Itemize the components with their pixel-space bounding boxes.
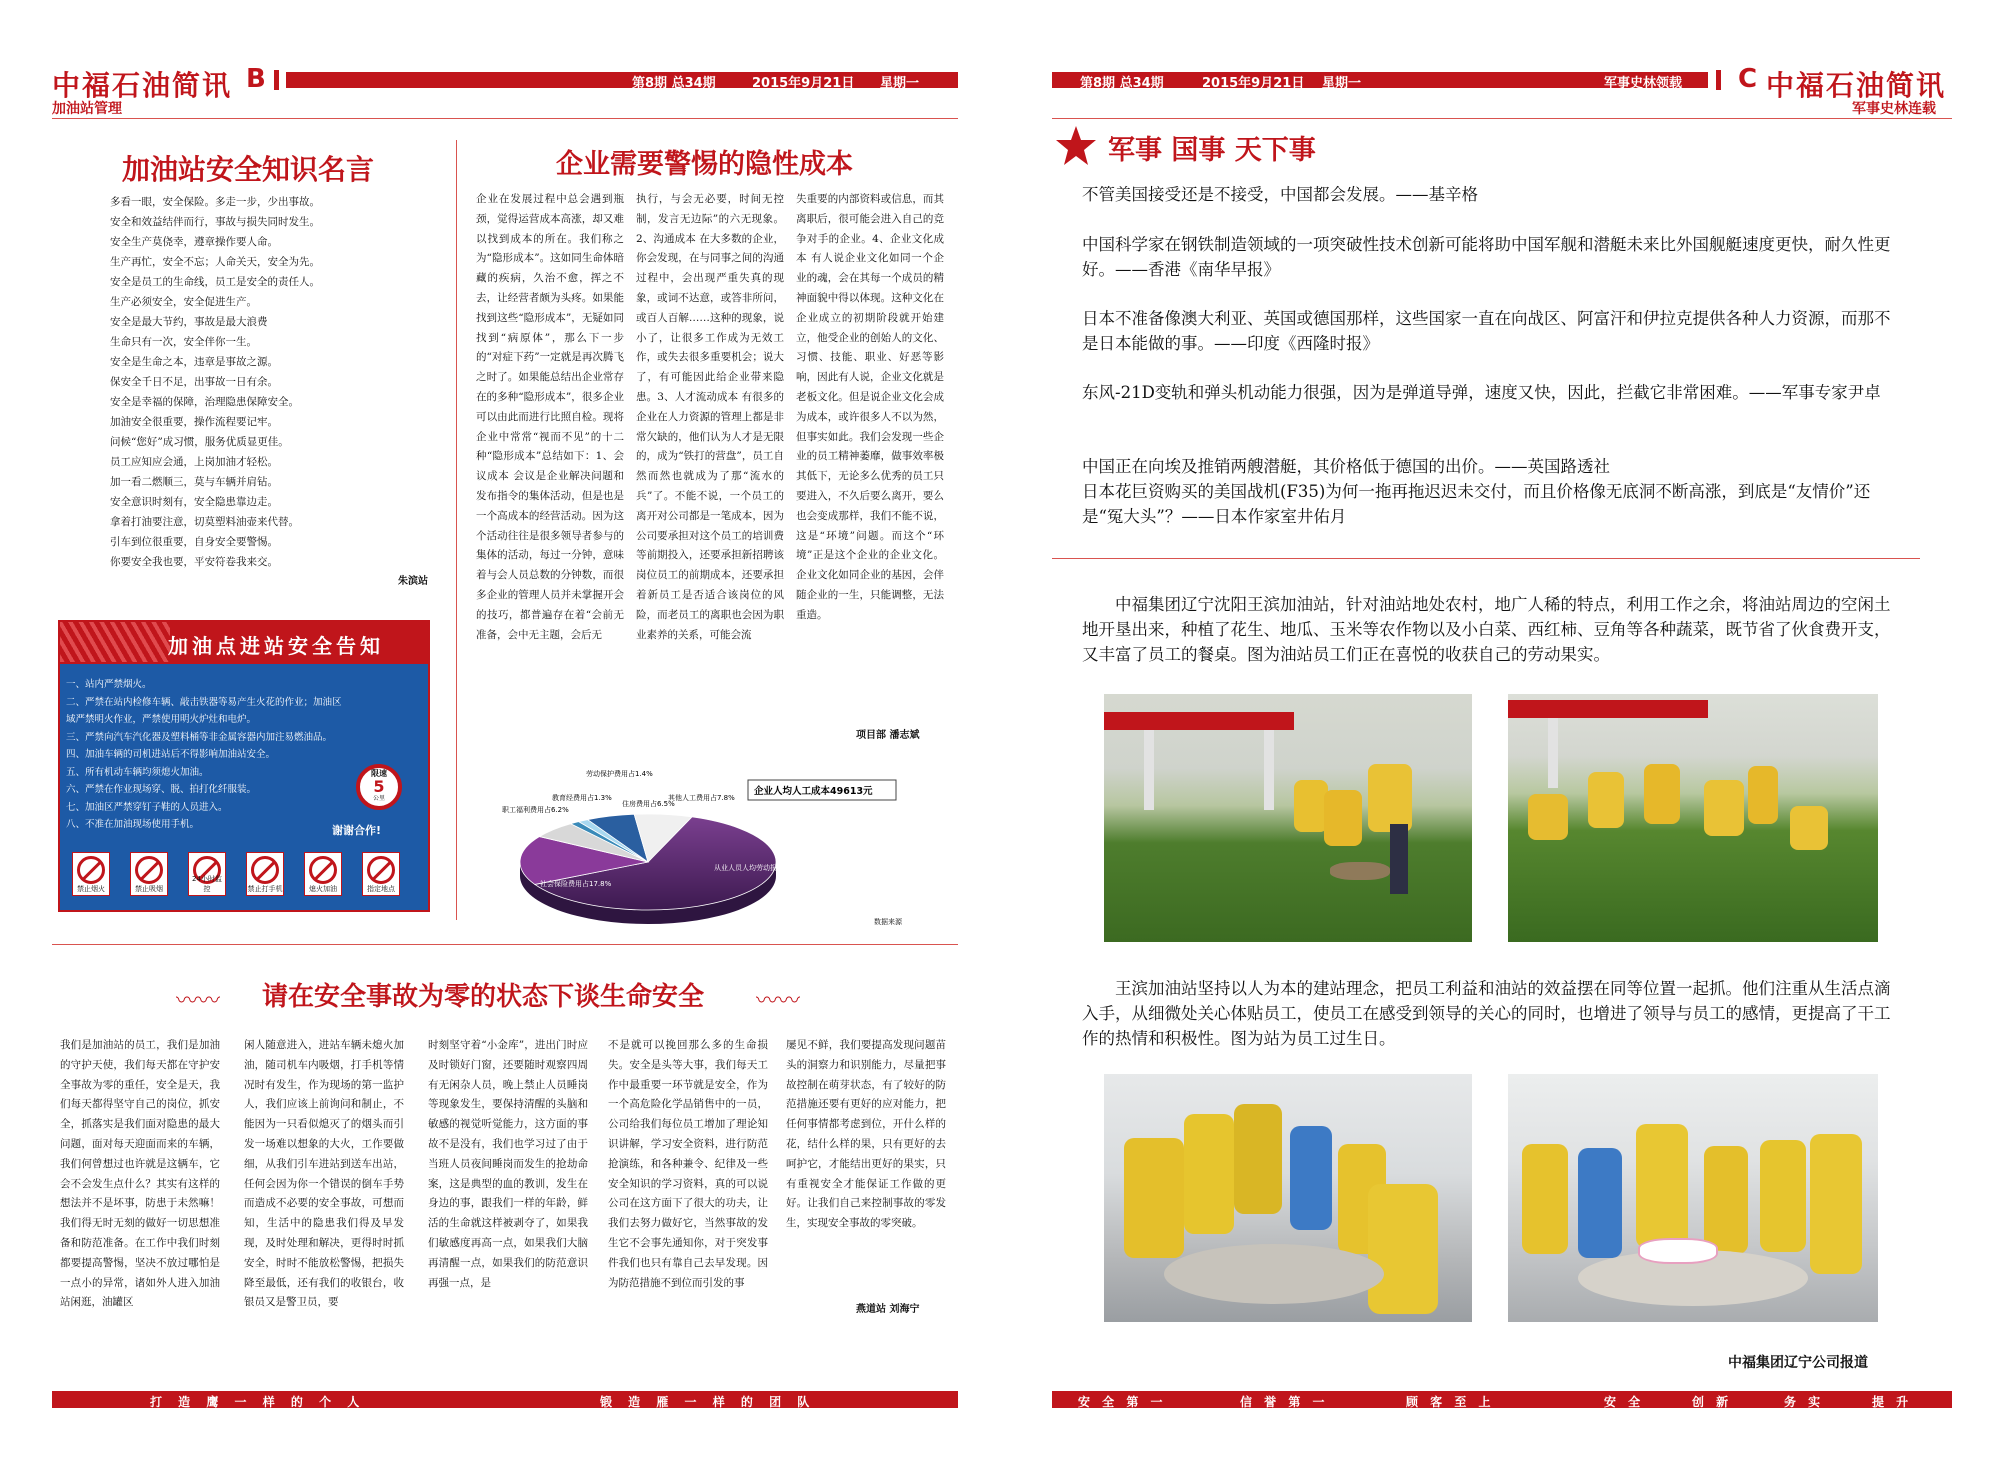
right-date: 2015年9月21日 [1202, 76, 1305, 91]
story-byline: 中福集团辽宁公司报道 [1728, 1355, 1868, 1371]
notice-item: 五、所有机动车辆均须熄火加油。 [66, 766, 209, 778]
chart-label-6: 从业人员人均劳动报酬占65.60% [714, 864, 818, 872]
left-footer-motto-1: 打 造 鹰 一 样 的 个 人 [150, 1395, 366, 1409]
notice-item: 七、加油区严禁穿钉子鞋的人员进入。 [66, 801, 228, 813]
quote-line: 安全生产莫侥幸，遵章操作要人命。 [110, 236, 278, 248]
military-para-0: 不管美国接受还是不接受，中国都会发展。——基辛格 [1082, 185, 1478, 204]
article1-title: 加油站安全知识名言 [122, 153, 375, 186]
quote-line: 安全是最大节约，事故是最大浪费 [110, 316, 268, 328]
prohibition-sign-label: 熄火加油 [309, 885, 337, 893]
chart-label-0: 职工福利费用占6.2% [502, 806, 569, 814]
chart-label-2: 劳动保护费用占1.4% [586, 770, 653, 778]
quote-line: 安全是生命之本，违章是事故之源。 [110, 356, 278, 368]
notice-header-deco [60, 622, 170, 662]
prohibition-sign-label: 24小时监控 [192, 875, 222, 893]
speed-limit-sign [356, 764, 402, 810]
right-mid-rule [1052, 558, 1920, 559]
article2-byline: 项目部 潘志斌 [856, 730, 920, 741]
prohibition-sign-label: 禁止吸烟 [135, 885, 163, 893]
right-footer-5: 创 新 [1692, 1395, 1733, 1409]
notice-thanks: 谢谢合作! [332, 824, 382, 837]
quote-line: 生产必须安全，安全促进生产。 [110, 296, 257, 308]
right-weekday: 星期一 [1322, 76, 1362, 91]
article2-col3: 失重要的内部资料或信息，而其离职后，很可能会进入自己的竞争对手的企业。4、企业文化成本 有人说企业文化如同一个企业的魂，会在其每一个成员的精神面貌中得以体现。这种文化在企业成立的初期阶段就开始建立，他受企业的创始人的文化、习惯、技能、职业、好恶等影响，因此有人说，企业文化就是老板文化。但是说企业文化会成为成本，或许很多人不以为然，但事实如此。我们会发现一些企业的员工精神萎靡，做事效率极其低下，无论多么优秀的员工只要进入，不久后要么离开，要么也会变成那样，我们不能不说，这是“环境”问题。而这个“环境”正是这个企业的企业文化。企业文化如同企业的基因，会伴随企业的一生，只能调整，无法重造。 [796, 193, 944, 621]
prohibition-sign-icon [188, 852, 226, 896]
prohibition-sign-icon [72, 852, 110, 896]
left-weekday: 星期一 [880, 76, 920, 91]
quote-line: 员工应知应会通，上岗加油才轻松。 [110, 456, 278, 468]
quote-line: 你要安全我也要，平安符卷我来交。 [110, 556, 278, 568]
cost-pie-chart [498, 766, 902, 936]
right-sub-label: 军事史林连载 [1852, 101, 1936, 117]
harvest-photo-2 [1508, 694, 1878, 942]
left-header-bar-accent [274, 70, 279, 90]
notice-title: 加油点进站安全告知 [168, 634, 384, 658]
right-footer-2: 信 誉 第 一 [1240, 1395, 1329, 1409]
story-para-1: 中福集团辽宁沈阳王滨加油站，针对油站地处农村，地广人稀的特点，利用工作之余，将油站周边的空闲土地开垦出来，种植了花生、地瓜、玉米等农作物以及小白菜、西红柿、豆角等各种蔬菜，既节省了伙食费开支，又丰富了员工的餐桌。图为油站员工们正在喜悦的收获自己的劳动果实。 [1082, 595, 1891, 664]
article3-col1: 我们是加油站的员工，我们是加油的守护天使，我们每天都在守护安全事故为零的重任，安全是天，我们每天都得坚守自己的岗位，抓安全，抓落实是我们面对隐患的最大问题，面对每天迎面而来的车辆，我们何曾想过也许就是这辆车，它会不会发生点什么？其实有这样的想法并不是坏事，防患于未然嘛！我们得无时无刻的做好一切思想准备和防范准备。在工作中我们时刻都要提高警惕，坚决不放过哪怕是一点小的异常，诸如外人进入加油站闲逛，油罐区 [60, 1039, 220, 1309]
article2-title: 企业需要警惕的隐性成本 [556, 149, 853, 180]
article3-col4: 不是就可以挽回那么多的生命损失。安全是头等大事，我们每天工作中最重要一环节就是安全，作为一个高危险化学品销售中的一员，公司给我们每位员工增加了理论知识讲解，学习安全资料，进行防范抢演练，和各种兼令、纪律及一些安全知识的学习资料，真的可以说公司在这方面下了很大的功夫，让我们去努力做好它，当然事故的发生它不会事先通知你，对于突发事件我们也只有靠自己去早发现。因为防范措施不到位而引发的事 [608, 1039, 768, 1289]
chart-label-5: 社会保险费用占17.8% [540, 880, 612, 888]
chart-label-3: 住房费用占6.5% [622, 800, 675, 808]
prohibition-sign-icon [304, 852, 342, 896]
right-page-letter: C [1738, 64, 1758, 94]
prohibition-sign-label: 禁止烟火 [77, 885, 105, 893]
military-para-1: 中国科学家在钢铁制造领域的一项突破性技术创新可能将助中国军舰和潜艇未来比外国舰艇速度更快，耐久性更好。——香港《南华早报》 [1082, 235, 1891, 279]
prohibition-sign-icon [130, 852, 168, 896]
article3-col3: 时刻坚守着“小金库”，进出门时应及时锁好门窗，还要随时观察四周有无闲杂人员，晚上禁止人员睡岗等现象发生，要保持清醒的头脑和敏感的视觉听觉能力，这方面的事故不是没有，我们也学习过了由于当班人员夜间睡岗而发生的抢劫命案，这是典型的血的教训，发生在身边的事，跟我们一样的年龄，鲜活的生命就这样被剥夺了，如果我们敏感度再高一点，如果我们大脑再清醒一点，如果我们的防范意识再强一点，是 [428, 1039, 588, 1289]
quote-line: 引车到位很重要，自身安全要警惕。 [110, 536, 278, 548]
quote-line: 安全和效益结伴而行，事故与损失同时发生。 [110, 216, 320, 228]
article3-col2: 闲人随意进入，进站车辆未熄火加油，随司机车内吸烟，打手机等情况时有发生，作为现场的第一监护人，我们应该上前询问和制止，不能因为一只看似熄灭了的烟头而引发一场难以想象的大火，工作要做细，从我们引车进站到送车出站，任何会因为你一个错误的倒车手势而造成不必要的安全事故，可想而知，生活中的隐患我们得及早发现，及时处理和解决，更得时时抓安全，时时不能放松警惕，把损失降至最低，还有我们的收银台，收银员又是警卫员，要 [244, 1039, 404, 1309]
article3-ornament-left: 〰〰 [176, 989, 221, 1014]
left-header-bar [286, 72, 958, 88]
notice-item: 二、严禁在站内检修车辆、敲击铁器等易产生火花的作业；加油区域严禁明火作业，严禁使用明火炉灶和电炉。 [66, 696, 342, 725]
article3-title: 请在安全事故为零的状态下谈生命安全 [262, 982, 705, 1012]
left-column-divider [456, 140, 457, 920]
quote-line: 生命只有一次，安全伴你一生。 [110, 336, 257, 348]
left-date: 2015年9月21日 [752, 76, 855, 91]
article3-col5: 屡见不鲜，我们要提高发现问题苗头的洞察力和识别能力，尽量把事故控制在萌芽状态，有了较好的防范措施还要有更好的应对能力，把任何事情都考虑到位，开什么样的花，结什么样的果，只有更好的去呵护它，才能结出更好的果实，只有重视安全才能保证工作做的更好。让我们自己来控制事故的零发生，实现安全事故的零突破。 [786, 1039, 946, 1230]
prohibition-sign-icon [246, 852, 284, 896]
right-footer-3: 顾 客 至 上 [1406, 1395, 1495, 1409]
notice-item: 六、严禁在作业现场穿、脱、拍打化纤服装。 [66, 784, 257, 795]
quote-line: 加油安全很重要，操作流程要记牢。 [110, 416, 278, 428]
right-footer-6: 务 实 [1784, 1395, 1825, 1409]
article3-byline: 燕道站 刘海宁 [856, 1304, 920, 1315]
military-para-3: 东风-21D变轨和弹头机动能力很强，因为是弹道导弹，速度又快，因此，拦截它非常困难。——军事专家尹卓 [1082, 383, 1881, 402]
right-section-label: 军事史林领载 [1604, 76, 1683, 91]
right-issue: 第8期 总34期 [1080, 76, 1164, 91]
notice-items [66, 676, 416, 834]
article2-col1: 企业在发展过程中总会遇到瓶颈，觉得运营成本高涨，却又难以找到成本的所在。我们称之为“隐形成本”。这如同生命体暗藏的疾病，久治不愈，挥之不去，让经营者颇为头疼。如果能找到这些“隐形成本”，无疑如同找到“病原体”，那么下一步的“对症下药”一定就是再次腾飞之时了。如果能总结出企业常存在的多种“隐形成本”，很多企业可以由此而进行比照自检。现将企业中常常“视而不见”的十二种“隐形成本”总结如下：1、会议成本 会议是企业解决问题和发布指令的集体活动，但是也是一个高成本的经营活动。因为这个活动往往是很多领导者参与的集体的活动，每过一分钟，意味着与会人员总数的分钟数，而很多企业的管理人员并未掌握开会的技巧，都普遍存在着“会前无准备，会中无主题，会后无 [476, 193, 624, 641]
star-icon [1054, 124, 1098, 168]
notice-item: 四、加油车辆的司机进站后不得影响加油站安全。 [66, 749, 276, 760]
article2-col2: 执行，与会无必要，时间无控制，发言无边际”的六无现象。2、沟通成本 在大多数的企业，你会发现，在与同事之间的沟通过程中，会出现严重失真的现象，或词不达意，或答非所问，或百人百解……这种的现象，说小了，让很多工作成为无效工作，或失去很多重要机会；说大了，有可能因此给企业带来隐患。3、人才流动成本 有很多的企业在人力资源的管理上都是非常欠缺的，他们认为人才是无限的，成为“铁打的营盘”，员工自然而然也就成为了那“流水的兵”了。不能不说，一个员工的离开对公司都是一笔成本，因为公司要承担对这个员工的培训费等前期投入，还要承担新招聘该岗位员工的前期成本，还要承担着新员工是否适合该岗位的风险，而老员工的离职也会因为职业素养的关系，可能会流 [636, 193, 784, 641]
right-header-bar-accent [1716, 70, 1721, 90]
quote-line: 生产再忙，安全不忘；人命关天，安全为先。 [110, 256, 320, 268]
left-section-label: 加油站管理 [52, 101, 122, 117]
article1-byline: 朱滨站 [398, 576, 428, 587]
right-header-rule [1052, 118, 1952, 119]
speed-limit-label: 限速 [371, 769, 387, 778]
speed-limit-value: 5 [373, 777, 385, 796]
right-masthead-logo: 中福石油简讯 [1766, 69, 1947, 102]
quote-line: 加一看二燃顺三，莫与车辆并肩钻。 [110, 476, 278, 488]
quote-line: 安全是幸福的保障，治理隐患保障安全。 [110, 396, 299, 408]
chart-title: 企业人均人工成本49613元 [754, 786, 873, 797]
notice-item: 三、严禁向汽车汽化器及塑料桶等非金属容器内加注易燃油品。 [66, 731, 333, 743]
article1-quotes [110, 192, 440, 572]
left-page-letter: B [246, 64, 266, 94]
quote-line: 安全是员工的生命线，员工是安全的责任人。 [110, 276, 320, 288]
notice-item: 八、不准在加油现场使用手机。 [66, 819, 200, 830]
military-title: 军事 国事 天下事 [1108, 135, 1316, 166]
left-footer-motto-2: 锻 造 雁 一 样 的 团 队 [600, 1395, 816, 1409]
quote-line: 安全意识时刻有，安全隐患靠边走。 [110, 496, 278, 508]
quote-line: 多看一眼，安全保险。多走一步，少出事故。 [110, 196, 320, 208]
left-header-rule [52, 118, 958, 119]
chart-label-1: 教育经费用占1.3% [552, 794, 612, 802]
military-para-2: 日本不准备像澳大利亚、英国或德国那样，这些国家一直在向战区、阿富汗和伊拉克提供各种人力资源，而那不是日本能做的事。——印度《西隆时报》 [1082, 309, 1891, 353]
prohibition-sign-label: 指定地点 [367, 885, 395, 893]
harvest-photo-1 [1104, 694, 1472, 942]
left-mid-rule [52, 944, 958, 945]
right-footer-1: 安 全 第 一 [1078, 1395, 1167, 1409]
quote-line: 拿着打油要注意，切莫塑料油壶来代替。 [110, 516, 299, 528]
birthday-photo-2 [1508, 1074, 1878, 1322]
chart-source: 数据来源 [874, 918, 902, 926]
left-issue: 第8期 总34期 [632, 76, 716, 91]
left-masthead-logo: 中福石油简讯 [52, 69, 233, 102]
right-footer-4: 安 全 [1604, 1395, 1645, 1409]
right-footer-7: 提 升 [1872, 1395, 1913, 1409]
article3-ornament-right: 〰〰 [756, 989, 801, 1014]
speed-limit-unit: 公里 [372, 795, 385, 802]
birthday-photo-1 [1104, 1074, 1472, 1322]
quote-line: 问候“您好”成习惯，服务优质显更佳。 [110, 436, 289, 448]
story-para-2: 王滨加油站坚持以人为本的建站理念，把员工利益和油站的效益摆在同等位置一起抓。他们注重从生活点滴入手，从细微处关心体贴员工，使员工在感受到领导的关心的同时，也增进了领导与员工的感情，更提高了干工作的热情和积极性。图为站为员工过生日。 [1082, 979, 1891, 1048]
notice-item: 一、站内严禁烟火。 [66, 679, 152, 690]
chart-label-4: 其他人工费用占7.8% [668, 794, 735, 802]
quote-line: 保安全千日不足，出事故一日有余。 [110, 376, 278, 388]
prohibition-sign-label: 禁止打手机 [247, 885, 283, 893]
military-para-4: 中国正在向埃及推销两艘潜艇，其价格低于德国的出价。——英国路透社 日本花巨资购买的美国战机(F35)为何一拖再拖迟迟未交付，而且价格像无底洞不断高涨，到底是“友情价”还是“冤大头”？——日本作家室井佑月 [1082, 457, 1871, 526]
prohibition-sign-icon [362, 852, 400, 896]
